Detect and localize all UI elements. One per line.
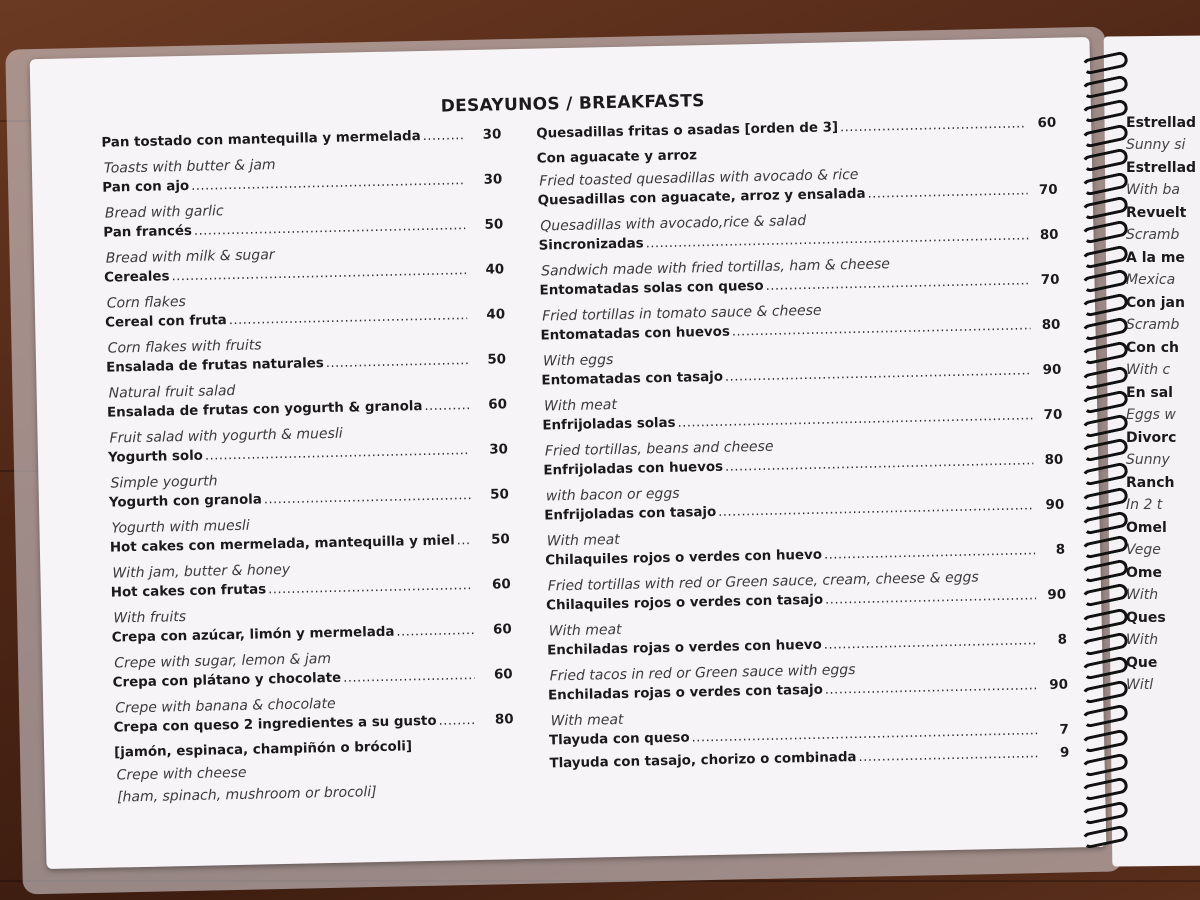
menu-item-subtitle: Con aguacate y arroz bbox=[536, 148, 698, 167]
menu-item-price: 40 bbox=[485, 262, 505, 278]
spiral-coil bbox=[1081, 704, 1129, 729]
next-page-item bbox=[1126, 157, 1200, 202]
next-page-item-name: Estrellad bbox=[1126, 115, 1197, 131]
menu-item-name: Pan tostado con mantequilla y mermelada bbox=[101, 129, 421, 151]
menu-item-name: Sincronizadas bbox=[538, 236, 644, 254]
next-page-item-description: Vege bbox=[1126, 542, 1161, 558]
spiral-coil bbox=[1081, 99, 1129, 124]
spiral-coil bbox=[1081, 244, 1129, 269]
next-page-item bbox=[1126, 427, 1200, 472]
menu-item-name: Yogurth solo bbox=[107, 448, 204, 466]
spiral-coil bbox=[1081, 317, 1129, 342]
menu-item-description: With meat bbox=[543, 396, 618, 415]
menu-item-name: Hot cakes con mermelada, mantequilla y miel bbox=[109, 533, 455, 556]
next-page-item-description: With ba bbox=[1126, 182, 1181, 198]
menu-item-description: Corn flakes bbox=[106, 293, 186, 312]
menu-item-name: Yogurth con granola bbox=[108, 492, 262, 511]
next-page-item-description: Scramb bbox=[1126, 317, 1180, 333]
menu-item-name: Crepa con azúcar, limón y mermelada bbox=[111, 624, 395, 646]
menu-item-description: Bread with garlic bbox=[104, 203, 224, 222]
menu-item-price: 70 bbox=[1043, 407, 1063, 424]
menu-item-description: Crepe with sugar, lemon & jam bbox=[114, 651, 332, 672]
next-page-item-description: With c bbox=[1126, 362, 1171, 378]
menu-item-price: 8 bbox=[1055, 542, 1066, 558]
dot-leader bbox=[867, 183, 1027, 201]
next-page-item-description: Eggs w bbox=[1126, 407, 1176, 423]
menu-item-name: Entomatadas con huevos bbox=[540, 324, 731, 344]
dot-leader bbox=[424, 398, 469, 414]
menu-item-price: 60 bbox=[491, 577, 511, 593]
menu-item-name: Pan francés bbox=[103, 223, 193, 241]
dot-leader bbox=[824, 633, 1038, 652]
menu-item-description: Fried tortillas in tomato sauce & cheese bbox=[541, 302, 822, 325]
next-page-item-name: Con jan bbox=[1126, 295, 1185, 311]
menu-title: DESAYUNOS / BREAKFASTS bbox=[440, 91, 705, 117]
next-page-item bbox=[1126, 337, 1200, 382]
spiral-binding bbox=[1082, 55, 1126, 855]
dot-leader bbox=[840, 116, 1026, 135]
menu-item-description: Fruit salad with yogurth & muesli bbox=[109, 425, 343, 447]
menu-item-name: Enfrijoladas solas bbox=[542, 415, 676, 434]
spiral-coil bbox=[1081, 631, 1129, 656]
menu-page bbox=[30, 37, 1107, 869]
menu-item-price: 70 bbox=[1038, 182, 1058, 199]
spiral-coil bbox=[1081, 534, 1129, 559]
menu-item bbox=[114, 712, 516, 810]
menu-item-price: 30 bbox=[489, 442, 509, 458]
menu-item-price: 90 bbox=[1049, 677, 1069, 693]
menu-item-description: Crepe with cheese bbox=[116, 764, 247, 784]
spiral-coil bbox=[1081, 123, 1129, 148]
menu-item-name: Pan con ajo bbox=[102, 178, 190, 196]
dot-leader bbox=[326, 353, 469, 371]
next-page-item-description: Scramb bbox=[1126, 227, 1180, 243]
next-page-item bbox=[1126, 112, 1200, 157]
spiral-coil bbox=[1081, 413, 1129, 438]
next-page-item-name: A la me bbox=[1126, 250, 1185, 266]
next-page-item bbox=[1126, 517, 1200, 562]
dot-leader bbox=[396, 623, 474, 640]
spiral-coil bbox=[1081, 559, 1129, 584]
menu-item-name: Tlayuda con queso bbox=[548, 730, 690, 749]
menu-item-description: Bread with milk & sugar bbox=[105, 247, 275, 267]
menu-item-name: Enfrijoladas con tasajo bbox=[544, 504, 717, 524]
menu-item-description: Sandwich made with fried tortillas, ham & cheese bbox=[541, 256, 891, 280]
next-page-item-name: Que bbox=[1126, 655, 1158, 671]
spiral-coil bbox=[1081, 801, 1129, 826]
menu-item-price: 50 bbox=[491, 532, 510, 548]
spiral-coil bbox=[1081, 680, 1129, 705]
menu-item-price: 7 bbox=[1059, 722, 1070, 738]
left-column bbox=[101, 127, 515, 810]
next-page-item-description: Sunny si bbox=[1126, 137, 1186, 153]
dot-leader bbox=[264, 488, 471, 507]
menu-item-description: Fried toasted quesadillas with avocado & rice bbox=[539, 166, 859, 190]
dot-leader bbox=[825, 678, 1038, 697]
next-page-item-description: With bbox=[1126, 587, 1159, 603]
menu-item-name: Crepa con queso 2 ingredientes a su gusto bbox=[113, 713, 437, 736]
menu-item-description: With meat bbox=[546, 531, 620, 550]
next-page-item bbox=[1126, 292, 1200, 337]
spiral-coil bbox=[1081, 50, 1129, 75]
spiral-coil bbox=[1081, 196, 1129, 221]
menu-item-description: With jam, butter & honey bbox=[112, 561, 291, 582]
menu-item-price: 50 bbox=[490, 487, 510, 503]
menu-item-name: Entomatadas con tasajo bbox=[541, 369, 724, 389]
dot-leader bbox=[825, 588, 1036, 607]
next-page-item bbox=[1126, 202, 1200, 247]
next-page-items bbox=[1126, 112, 1200, 697]
next-page-item-description: Mexica bbox=[1126, 272, 1176, 288]
menu-item-price: 30 bbox=[483, 172, 503, 188]
next-page-item-name: Revuelt bbox=[1126, 205, 1187, 221]
next-page-item-description: Sunny bbox=[1126, 452, 1170, 468]
menu-item-description: With meat bbox=[550, 711, 624, 730]
next-page-item-name: Ranch bbox=[1126, 475, 1175, 491]
menu-item-price: 50 bbox=[484, 217, 504, 233]
next-page-item-description: Witl bbox=[1126, 677, 1154, 693]
menu-item-price: 30 bbox=[482, 127, 502, 143]
menu-item-price: 80 bbox=[1044, 452, 1064, 469]
spiral-coil bbox=[1081, 268, 1129, 293]
menu-item-name: Ensalada de frutas con yogurth & granola bbox=[106, 399, 423, 421]
next-page-item-name: Estrellad bbox=[1126, 160, 1197, 176]
next-page-item-name: Omel bbox=[1126, 520, 1167, 536]
spiral-coil bbox=[1081, 171, 1129, 196]
dot-leader bbox=[858, 746, 1039, 765]
next-page-item-name: En sal bbox=[1126, 385, 1173, 401]
menu-item-description: With meat bbox=[548, 621, 622, 640]
menu-item bbox=[536, 116, 1057, 194]
menu-item-description: Simple yogurth bbox=[110, 473, 218, 492]
menu-item-name: Chilaquiles rojos o verdes con huevo bbox=[545, 547, 823, 569]
next-page-item bbox=[1126, 472, 1200, 517]
menu-item-price: 90 bbox=[1047, 587, 1067, 603]
next-page-item bbox=[1126, 652, 1200, 697]
menu-item-name: Cereales bbox=[104, 269, 170, 286]
next-page-item bbox=[1126, 607, 1200, 652]
menu-item-description: Toasts with butter & jam bbox=[103, 157, 276, 177]
menu-item-price: 9 bbox=[1059, 745, 1070, 761]
menu-item-name: Cereal con fruta bbox=[105, 313, 227, 331]
next-page-item-description: With bbox=[1126, 632, 1159, 648]
spiral-coil bbox=[1081, 462, 1129, 487]
menu-item-description: Fried tortillas with red or Green sauce, cream, cheese & eggs bbox=[547, 569, 979, 595]
dot-leader bbox=[438, 713, 475, 729]
next-page-item-name: Divorc bbox=[1126, 430, 1177, 446]
menu-item-price: 60 bbox=[493, 667, 513, 683]
next-page-item bbox=[1126, 247, 1200, 292]
spiral-coil bbox=[1081, 341, 1129, 366]
dot-leader bbox=[343, 668, 475, 686]
spiral-coil bbox=[1081, 438, 1129, 463]
menu-item-name: Ensalada de frutas naturales bbox=[105, 356, 324, 376]
menu-item-description: Natural fruit salad bbox=[108, 382, 236, 402]
menu-item-name: Entomatadas solas con queso bbox=[539, 278, 764, 299]
spiral-coil bbox=[1081, 752, 1129, 777]
next-page-item-name: Ome bbox=[1126, 565, 1162, 581]
menu-item-description: Corn flakes with fruits bbox=[107, 337, 262, 357]
menu-item-name: Enfrijoladas con huevos bbox=[543, 459, 724, 479]
dot-leader bbox=[268, 578, 473, 597]
menu-item-description-extra: [ham, spinach, mushroom or brocoli] bbox=[116, 784, 377, 806]
menu-item-price: 70 bbox=[1040, 272, 1060, 289]
menu-item-name: Crepa con plátano y chocolate bbox=[112, 670, 342, 691]
spiral-coil bbox=[1081, 510, 1129, 535]
menu-item-price: 90 bbox=[1042, 362, 1062, 379]
menu-item-price: 80 bbox=[494, 712, 514, 728]
spiral-coil bbox=[1081, 389, 1129, 414]
spiral-coil bbox=[1081, 220, 1129, 245]
menu-item-name: Quesadillas con aguacate, arroz y ensalada bbox=[537, 186, 866, 209]
next-page-item-name: Con ch bbox=[1126, 340, 1179, 356]
dot-leader bbox=[457, 533, 472, 548]
menu-item-price: 50 bbox=[487, 352, 507, 368]
menu-item-name: Quesadillas fritas o asadas [orden de 3] bbox=[536, 120, 839, 142]
dot-leader bbox=[423, 128, 464, 144]
menu-item-name: Hot cakes con frutas bbox=[110, 582, 267, 601]
menu-item-price: 90 bbox=[1045, 497, 1065, 514]
spiral-coil bbox=[1081, 365, 1129, 390]
menu-item-price: 40 bbox=[486, 307, 506, 323]
menu-item-description: With eggs bbox=[542, 352, 614, 370]
spiral-coil bbox=[1081, 292, 1129, 317]
spiral-coil bbox=[1081, 607, 1129, 632]
menu-item-description: Fried tortillas, beans and cheese bbox=[544, 438, 774, 460]
spiral-coil bbox=[1081, 75, 1129, 100]
menu-item-subtitle: [jamón, espinaca, champiñón o brócoli] bbox=[114, 739, 413, 761]
next-page-item bbox=[1126, 562, 1200, 607]
menu-item-price: 80 bbox=[1039, 227, 1059, 244]
menu-item-price: 60 bbox=[1037, 115, 1057, 132]
menu-item-name: Tlayuda con tasajo, chorizo o combinada bbox=[549, 750, 857, 772]
menu-item-price: 60 bbox=[488, 397, 508, 413]
menu-item-price: 60 bbox=[492, 622, 512, 638]
next-page-item-name: Ques bbox=[1126, 610, 1166, 626]
next-page-item bbox=[1126, 382, 1200, 427]
menu-item-name: Enchiladas rojas o verdes con huevo bbox=[546, 637, 822, 659]
menu-item-price: 8 bbox=[1057, 632, 1068, 648]
spiral-coil bbox=[1081, 486, 1129, 511]
menu-item-description: Yogurth with muesli bbox=[111, 517, 250, 537]
menu-item-name: Chilaquiles rojos o verdes con tasajo bbox=[546, 592, 824, 614]
spiral-coil bbox=[1081, 776, 1129, 801]
dot-leader bbox=[824, 543, 1035, 562]
next-page-item-description: In 2 t bbox=[1126, 497, 1163, 513]
spiral-coil bbox=[1081, 728, 1129, 753]
right-column bbox=[536, 116, 1070, 780]
menu-item-description: Crepe with banana & chocolate bbox=[115, 695, 336, 717]
menu-item-price: 80 bbox=[1041, 317, 1061, 334]
menu-item-description: Fried tacos in red or Green sauce with eggs bbox=[549, 662, 856, 685]
menu-item-description: Quesadillas with avocado,rice & salad bbox=[540, 212, 807, 235]
spiral-coil bbox=[1081, 583, 1129, 608]
menu-item-description: With fruits bbox=[113, 609, 187, 627]
spiral-coil bbox=[1081, 655, 1129, 680]
spiral-coil bbox=[1081, 825, 1129, 850]
spiral-coil bbox=[1081, 147, 1129, 172]
menu-item-name: Enchiladas rojas o verdes con tasajo bbox=[547, 682, 824, 704]
menu-item-description: with bacon or eggs bbox=[545, 485, 680, 505]
